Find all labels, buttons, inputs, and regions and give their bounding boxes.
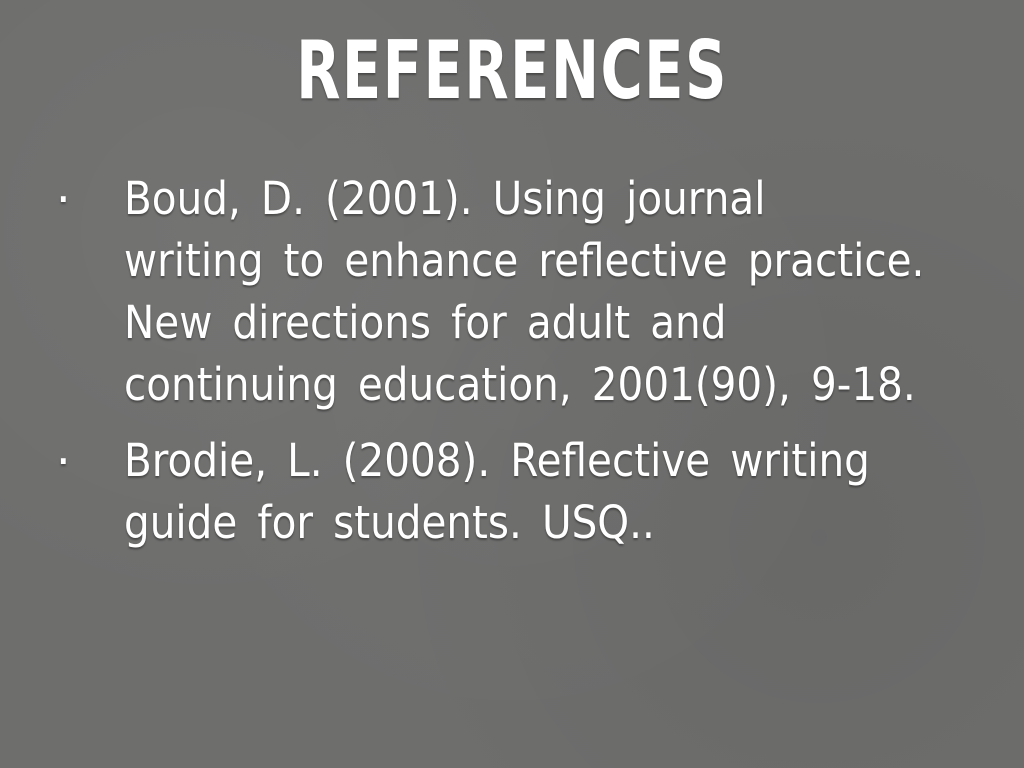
reference-item bbox=[0, 168, 1024, 416]
reference-item bbox=[0, 430, 1024, 554]
reference-list bbox=[0, 168, 1024, 568]
reference-text: Brodie, L. (2008). Reflective writing guide for students. USQ.. bbox=[124, 434, 870, 549]
bullet-icon: · bbox=[56, 434, 71, 488]
bullet-icon: · bbox=[56, 172, 71, 226]
reference-text: Boud, D. (2001). Using journal writing to enhance reflective practice. New directions for adult and continuing education, 2001(90), 9-18. bbox=[124, 172, 925, 411]
slide-title: REFERENCES bbox=[296, 24, 728, 117]
